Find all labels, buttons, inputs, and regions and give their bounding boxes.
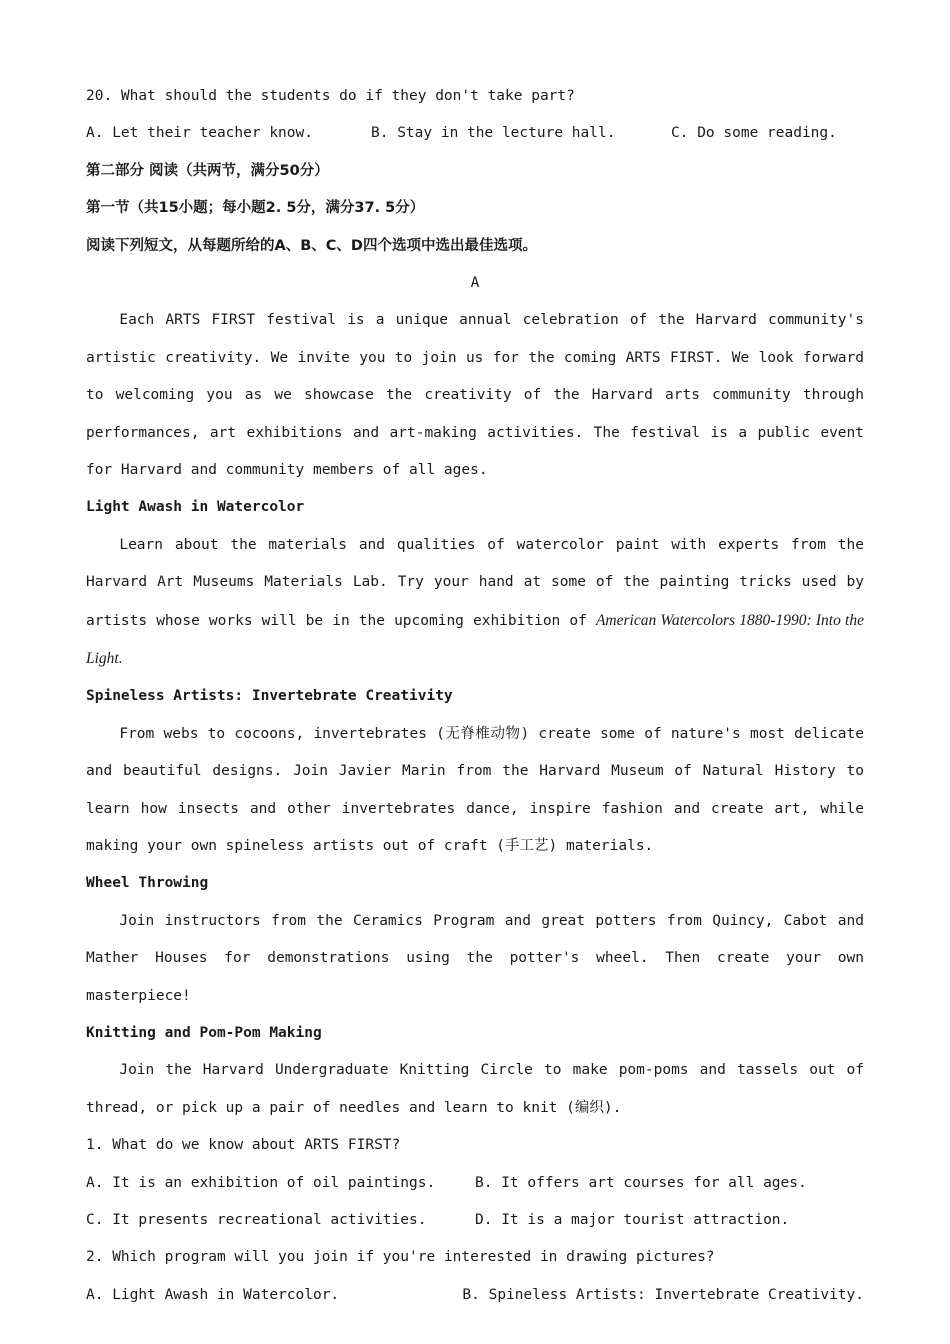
program-text-watercolor	[86, 527, 864, 679]
exhibition-title: American Watercolors 1880-1990: Into the Light.	[86, 611, 864, 667]
program-title-watercolor: Light Awash in Watercolor	[86, 499, 305, 516]
program-title-knitting: Knitting and Pom-Pom Making	[86, 1025, 322, 1042]
question-1-stem: 1. What do we know about ARTS FIRST?	[86, 1137, 401, 1154]
option-c: C. It presents recreational activities.	[86, 1212, 427, 1228]
option-a: A. Let their teacher know.	[86, 125, 313, 142]
option-a: A. Light Awash in Watercolor.	[86, 1286, 340, 1303]
passage-intro: Each ARTS FIRST festival is a unique annual celebration of the Harvard community's artistic creativity. We invite you to join us for the coming ARTS FIRST. We look forward to welcoming you as we showcase the creativity of the Harvard arts community through performances, art exhibitions and art-making activities. The festival is a public event for Harvard and community members of all ages.	[86, 312, 864, 478]
program-text-spineless: From webs to cocoons, invertebrates (无脊椎动物) create some of nature's most delicate and beautiful designs. Join Javier Marin from the Harvard Museum of Natural History to learn how insects and other invertebrates dance, inspire fashion and create art, while making your own spineless artists out of craft (手工艺) materials.	[86, 725, 864, 854]
program-text-wheel: Join instructors from the Ceramics Program and great potters from Quincy, Cabot and Mather Houses for demonstrations using the potter's wheel. Then create your own masterpiece!	[86, 912, 864, 1004]
program-text-knitting: Join the Harvard Undergraduate Knitting Circle to make pom-poms and tassels out of thread, or pick up a pair of needles and learn to knit (编织).	[86, 1062, 864, 1116]
question-2-options-row-1	[86, 1277, 864, 1314]
option-b: B. Stay in the lecture hall.	[371, 125, 616, 142]
option-d: D. It is a major tourist attraction.	[475, 1212, 790, 1228]
section-1-title: 第一节（共15小题；每小题2. 5分，满分37. 5分）	[86, 200, 425, 217]
program-text-watercolor-body: Learn about the materials and qualities of watercolor paint with experts from the Harvard Art Museums Materials Lab. Try your hand at some of the painting tricks used by artists whose works will be in the upcoming exhibition of	[86, 536, 864, 629]
question-1-options-row-1	[86, 1165, 864, 1202]
document-page	[86, 78, 864, 1314]
question-2-stem: 2. Which program will you join if you're interested in drawing pictures?	[86, 1249, 715, 1266]
program-title-spineless: Spineless Artists: Invertebrate Creativity	[86, 688, 453, 705]
option-b: B. It offers art courses for all ages.	[475, 1174, 807, 1191]
question-20-stem: 20. What should the students do if they don't take part?	[86, 88, 575, 104]
passage-label: A	[470, 274, 480, 291]
question-1-options-row-2	[86, 1202, 864, 1239]
program-title-wheel: Wheel Throwing	[86, 875, 209, 892]
instructions: 阅读下列短文，从每题所给的A、B、C、D四个选项中选出最佳选项。	[86, 237, 537, 254]
part-2-title: 第二部分 阅读（共两节，满分50分）	[86, 162, 329, 179]
option-c: C. Do some reading.	[671, 125, 837, 142]
option-b: B. Spineless Artists: Invertebrate Creativity.	[462, 1286, 864, 1303]
question-20-options	[86, 115, 864, 152]
option-a: A. It is an exhibition of oil paintings.	[86, 1174, 436, 1191]
